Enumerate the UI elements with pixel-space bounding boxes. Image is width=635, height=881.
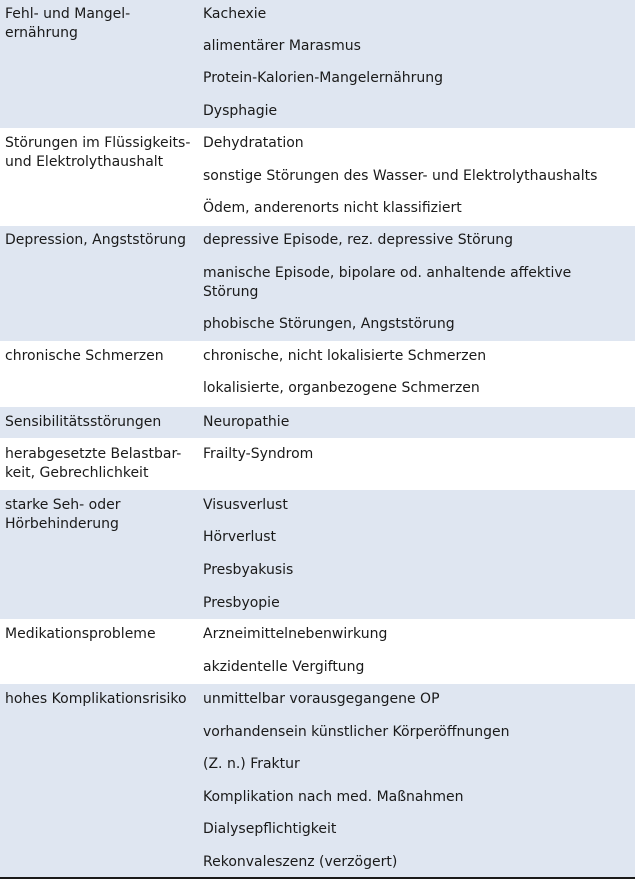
list-item: Hörverlust	[203, 529, 277, 545]
category-cell: chronische Schmerzen	[5, 348, 164, 364]
list-item: Ödem, anderenorts nicht klassifiziert	[203, 200, 462, 216]
list-item: Protein-Kalorien-Mangelernährung	[203, 70, 444, 86]
list-item: vorhandensein künstlicher Körperöffnungen	[203, 724, 510, 740]
table-row	[0, 128, 635, 226]
list-item: Komplikation nach med. Maßnahmen	[203, 789, 464, 805]
category-cell: hohes Komplikationsrisiko	[5, 691, 187, 707]
table-row	[0, 226, 635, 341]
list-item: Kachexie	[203, 6, 267, 22]
category-cell: Fehl- und Mangel- ernährung	[5, 6, 131, 41]
table-bottom-rule	[0, 877, 635, 879]
list-item: sonstige Störungen des Wasser- und Elektrolythaushalts	[203, 168, 598, 184]
category-cell: Sensibilitätsstörungen	[5, 414, 162, 430]
table-row	[0, 407, 635, 438]
list-item: Dysphagie	[203, 103, 278, 119]
list-item: Frailty-Syndrom	[203, 446, 314, 462]
list-item: Presbyakusis	[203, 562, 294, 578]
list-item: manische Episode, bipolare od. anhaltende affektive Störung	[203, 265, 572, 300]
list-item: Rekonvaleszenz (verzögert)	[203, 854, 398, 870]
list-item: alimentärer Marasmus	[203, 38, 361, 54]
category-cell: Depression, Angststörung	[5, 232, 187, 248]
table-row	[0, 438, 635, 490]
list-item: lokalisierte, organbezogene Schmerzen	[203, 380, 480, 396]
table-row	[0, 0, 635, 128]
table-row	[0, 684, 635, 877]
category-cell: herabgesetzte Belastbar- keit, Gebrechlichkeit	[5, 446, 182, 481]
list-item: Neuropathie	[203, 414, 290, 430]
list-item: Dialysepflichtigkeit	[203, 821, 337, 837]
list-item: Visusverlust	[203, 497, 288, 513]
list-item: Dehydratation	[203, 135, 304, 151]
category-cell: starke Seh- oder Hörbehinderung	[5, 497, 121, 532]
list-item: Presbyopie	[203, 595, 280, 611]
table-row	[0, 619, 635, 684]
list-item: unmittelbar vorausgegangene OP	[203, 691, 440, 707]
list-item: (Z. n.) Fraktur	[203, 756, 300, 772]
list-item: phobische Störungen, Angststörung	[203, 316, 455, 332]
category-cell: Medikationsprobleme	[5, 626, 156, 642]
list-item: depressive Episode, rez. depressive Störung	[203, 232, 514, 248]
list-item: Arzneimittelnebenwirkung	[203, 626, 388, 642]
list-item: akzidentelle Vergiftung	[203, 659, 365, 675]
category-cell: Störungen im Flüssigkeits- und Elektrolythaushalt	[5, 135, 191, 170]
list-item: chronische, nicht lokalisierte Schmerzen	[203, 348, 487, 364]
table-row	[0, 490, 635, 619]
table-row	[0, 341, 635, 407]
